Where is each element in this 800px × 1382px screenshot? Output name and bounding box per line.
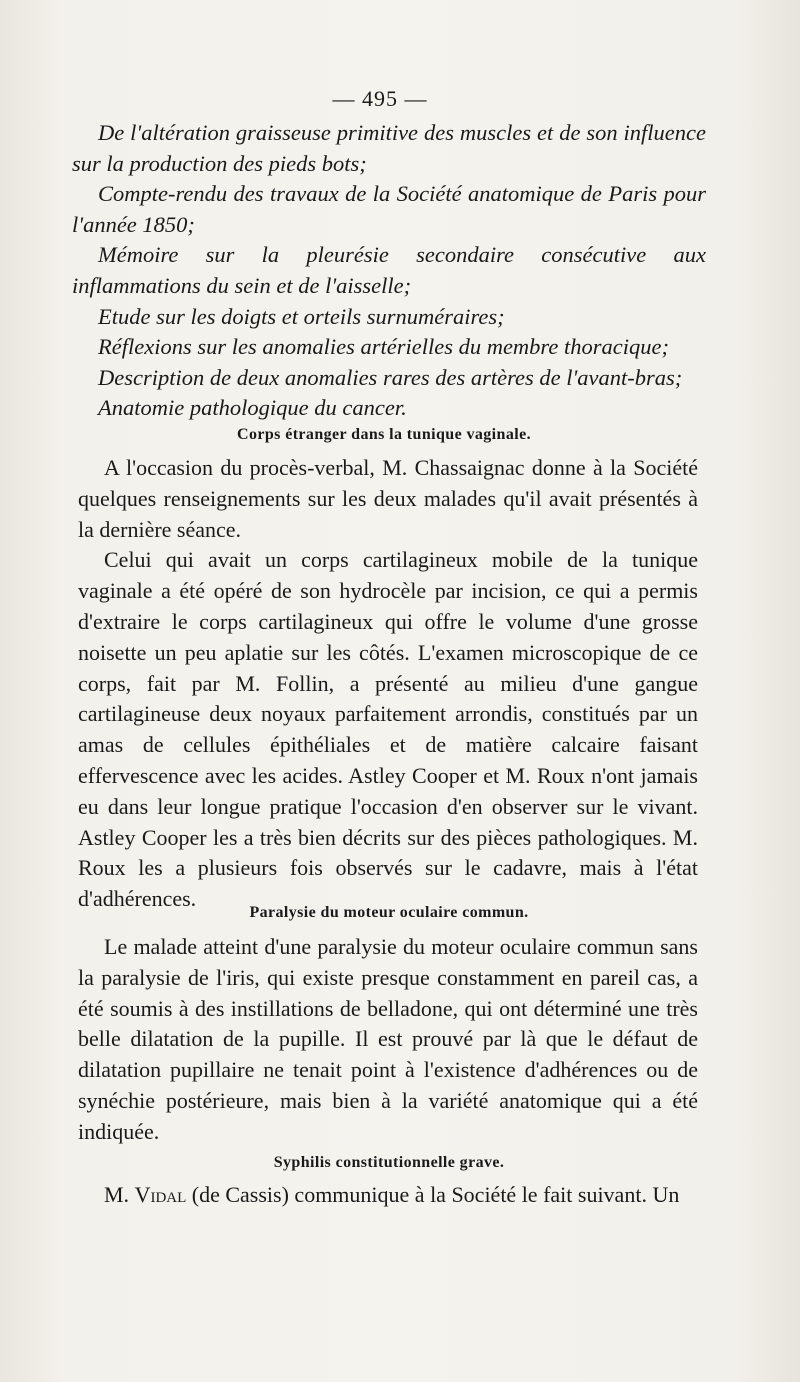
bibliography-entry: Description de deux anomalies rares des artères de l'avant-bras;	[98, 364, 683, 390]
speaker-prefix: M.	[104, 1182, 130, 1207]
bibliography-list	[72, 118, 706, 424]
page-number: — 495 —	[332, 86, 428, 111]
bibliography-entry: Mémoire sur la pleurésie secondaire consécutive aux inflammations du sein et de l'aisselle;	[72, 242, 706, 298]
paragraph: Celui qui avait un corps cartilagineux mobile de la tunique vaginale a été opéré de son hydrocèle par incision, ce qui a permis d'extraire le corps cartilagineux qui offre le volume d'une grosse noisette un peu aplatie sur les côtés. L'examen microscopique de ce corps, fait par M. Follin, a présenté au milieu d'une gangue cartilagineuse deux noyaux parfaitement arrondis, constitués par un amas de cellules épithéliales et de matière calcaire faisant effervescence avec les acides. Astley Cooper et M. Roux n'ont jamais eu dans leur longue pratique l'occasion d'en observer sur le vivant. Astley Cooper les a très bien décrits sur des pièces pathologiques. M. Roux les a plusieurs fois observés sur le cadavre, mais à l'état d'adhérences.	[78, 547, 698, 912]
section-heading-syphilis: Syphilis constitutionnelle grave.	[273, 1154, 505, 1171]
paragraph-text: (de Cassis) communique à la Société le fait suivant. Un	[191, 1182, 680, 1207]
section-body-syphilis	[78, 1180, 698, 1211]
section-heading-paralysis: Paralysie du moteur oculaire commun.	[249, 904, 529, 921]
bibliography-entry: De l'altération graisseuse primitive des muscles et de son influence sur la production des pieds bots;	[72, 120, 706, 176]
bibliography-entry: Anatomie pathologique du cancer.	[98, 395, 407, 421]
section-heading-foreign-body: Corps étranger dans la tunique vaginale.	[237, 426, 531, 443]
paragraph	[78, 1180, 698, 1211]
speaker-name: Vidal	[134, 1182, 187, 1207]
bibliography-entry: Compte-rendu des travaux de la Société anatomique de Paris pour l'année 1850;	[72, 181, 706, 237]
paragraph: A l'occasion du procès-verbal, M. Chassaignac donne à la Société quelques renseignements sur les deux malades qu'il avait présentés à la dernière séance.	[78, 455, 698, 542]
section-body-paralysis	[78, 932, 698, 1148]
paragraph: Le malade atteint d'une paralysie du moteur oculaire commun sans la paralysie de l'iris, qui existe presque constamment en pareil cas, a été soumis à des instillations de belladone, qui ont déterminé une très belle dilatation de la pupille. Il est prouvé par là que le défaut de dilatation pupillaire ne tenait point à l'existence d'adhérences ou de synéchie postérieure, mais bien à la variété anatomique qui a été indiquée.	[78, 934, 698, 1144]
section-body-foreign-body	[78, 453, 698, 915]
bibliography-entry: Réflexions sur les anomalies artérielles du membre thoracique;	[98, 334, 669, 360]
bibliography-entry: Etude sur les doigts et orteils surnuméraires;	[98, 303, 505, 329]
